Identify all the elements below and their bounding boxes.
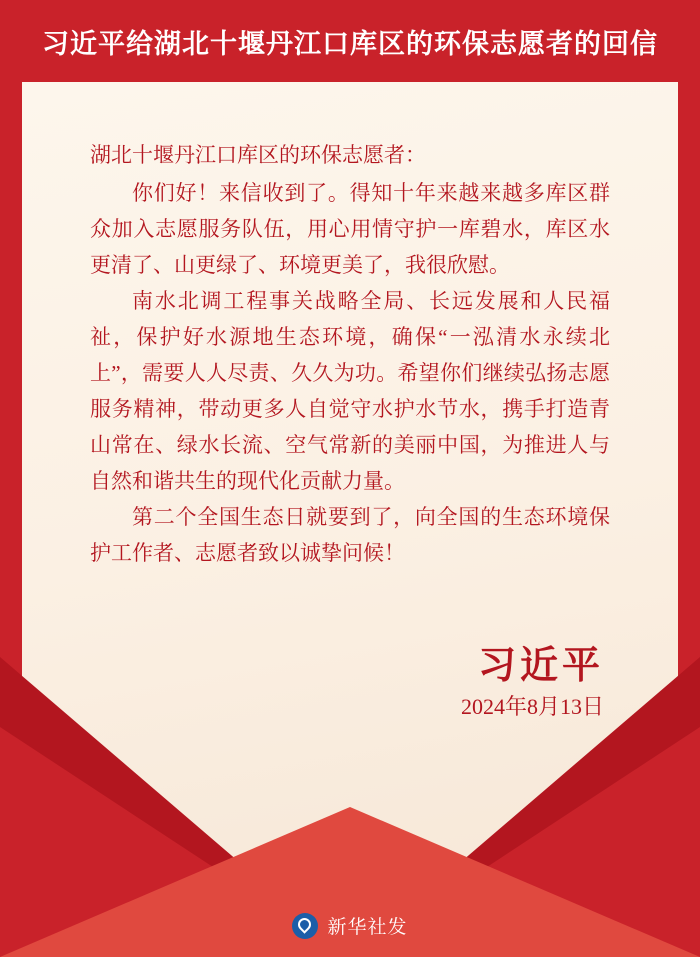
letter-paragraph-1: 你们好！来信收到了。得知十年来越来越多库区群众加入志愿服务队伍，用心用情守护一库碧水，库区水更清了、山更绿了、环境更美了，我很欣慰。 <box>90 181 610 277</box>
letter-paragraph-2: 南水北调工程事关战略全局、长远发展和人民福祉，保护好水源地生态环境，确保“一泓清水永续北上”，需要人人尽责、久久为功。希望你们继续弘扬志愿服务精神，带动更多人自觉守水护水节水，携手打造青山常在、绿水长流、空气常新的美丽中国，为推进人与自然和谐共生的现代化贡献力量。 <box>90 289 610 493</box>
footer <box>0 912 700 939</box>
letter-signature: 习近平 <box>477 645 604 687</box>
page-title: 习近平给湖北十堰丹江口库区的环保志愿者的回信 <box>42 28 658 59</box>
letter-paragraph-3: 第二个全国生态日就要到了，向全国的生态环境保护工作者、志愿者致以诚挚问候！ <box>90 505 610 565</box>
letter-salutation: 湖北十堰丹江口库区的环保志愿者： <box>90 143 426 167</box>
poster-header <box>0 0 700 82</box>
letter-date: 2024年8月13日 <box>460 694 604 719</box>
footer-credit: 新华社发 <box>327 917 408 938</box>
letter-body <box>90 137 610 571</box>
xinhua-logo-icon <box>292 913 318 939</box>
